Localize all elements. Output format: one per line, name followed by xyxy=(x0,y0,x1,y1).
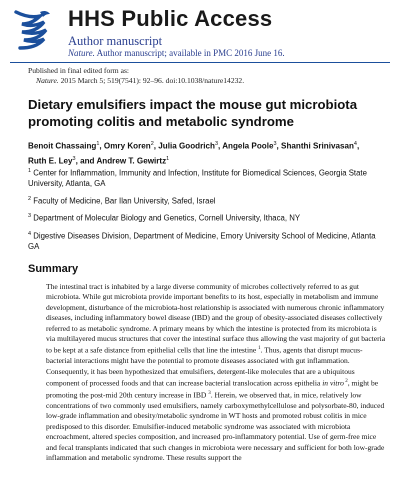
affiliation xyxy=(28,166,378,190)
author-affil-ref: 3 xyxy=(273,141,277,147)
affiliation-text: Department of Molecular Biology and Genetics, Cornell University, Ithaca, NY xyxy=(33,213,301,223)
author-affil-ref: 4 xyxy=(353,141,357,147)
author-affil-ref: 2 xyxy=(150,141,154,147)
affiliation-text: Center for Inflammation, Immunity and Infection, Institute for Biomedical Sciences, Georgia State University, Atlanta, GA xyxy=(28,168,367,189)
summary-text: . Thus, agents that disrupt mucus-bacterial interactions might have the potential to promote diseases associated with gut inflammation. Consequently, it has been hypothesized that emulsifiers, detergent-like molecules that are a ubiquitous component of processed foods and that can increase bacterial translocation across epithelia xyxy=(46,345,363,388)
affiliation-text: Faculty of Medicine, Bar Ilan University, Safed, Israel xyxy=(33,196,216,206)
hhs-public-access-title: HHS Public Access xyxy=(68,6,273,31)
affiliation xyxy=(28,229,378,253)
article-title: Dietary emulsifiers impact the mouse gut microbiota promoting colitis and metabolic syndrome xyxy=(28,97,358,129)
author: Julia Goodrich xyxy=(158,141,215,151)
author-affil-ref: 1 xyxy=(166,155,170,162)
hhs-eagle-logo-icon xyxy=(10,6,58,54)
summary-text: The intestinal tract is inhabited by a large diverse community of microbes collectively referred to as gut microbiota. While gut microbiota provide important benefits to its host, especially in metabolism and immune development, disturbance of the microbiota-host relationship is associated with numerous chronic inflammatory diseases, including inflammatory bowel disease (IBD) and the group of obesity-associated diseases collectively referred to as metabolic syndrome. A primary means by which the intestine is protected from its microbiota is via multilayered mucus structures that cover the intestinal surface thus allowing the vast majority of gut bacteria to be kept at a safe distance from epithelial cells that line the intestine xyxy=(46,282,386,355)
citation-details: 2015 March 5; 519(7541): 92–96. doi:10.1038/nature14232. xyxy=(58,76,245,85)
published-form-label: Published in final edited form as: xyxy=(28,66,130,75)
author: Angela Poole xyxy=(222,141,274,151)
author-affil-ref: 3 xyxy=(214,141,218,147)
affiliation-number: 3 xyxy=(28,213,32,219)
citation-journal: Nature. xyxy=(36,76,59,85)
citation xyxy=(28,76,244,86)
affiliation-text: Digestive Diseases Division, Department of Medicine, Emory University School of Medicine, Atlanta GA xyxy=(28,231,376,252)
summary-text: , might be promoting the post-mid 20th century increase in IBD xyxy=(46,378,379,400)
author: Shanthi Srinivasan xyxy=(281,141,354,151)
pmc-availability xyxy=(68,48,285,58)
affiliation xyxy=(28,211,378,224)
in-vitro-term: in vitro xyxy=(322,378,344,388)
affiliation xyxy=(28,194,378,207)
author: Andrew T. Gewirtz xyxy=(96,156,167,166)
affiliation-number: 1 xyxy=(28,168,32,174)
reference-marker: 1 xyxy=(258,346,261,352)
pmc-journal: Nature. xyxy=(68,48,95,58)
manuscript-header xyxy=(0,0,400,60)
author-list: Benoit Chassaing$^1$, Omry Koren$^2$, Julia Goodrich$^3$, Angela Poole$^3$, Shanthi Srinivasan$^4$, Ruth E. Ley$^3$, and Andrew T. Gewirtz$^1$ xyxy=(28,141,360,166)
author: Ruth E. Ley xyxy=(28,156,73,166)
author-manuscript-label: Author manuscript xyxy=(68,34,163,48)
reference-marker: 3 xyxy=(208,391,211,397)
pmc-availability-text: Author manuscript; available in PMC 2016 June 16. xyxy=(94,48,285,58)
author: Benoit Chassaing xyxy=(28,141,97,151)
publication-info xyxy=(28,66,244,86)
affiliation-number: 2 xyxy=(28,196,32,202)
header-divider xyxy=(10,62,390,63)
summary-text: . Herein, we observed that, in mice, relatively low concentrations of two commonly used emulsifiers, namely carboxymethylcellulose and polysorbate-80, induced low-grade inflammation and obesity/metabolic syndrome in WT hosts and promoted robust colitis in mice predisposed to this disorder. Emulsifier-induced metabolic syndrome was associated with microbiota encroachment, altered species composition, and increased pro-inflammatory potential. Use of germ-free mice and fecal transplants indicated that such changes in microbiota were necessary and sufficient for both low-grade inflammation and metabolic syndrome. These results support the xyxy=(46,390,385,463)
author-affil-ref: 1 xyxy=(96,141,100,147)
author: Omry Koren xyxy=(103,141,151,151)
reference-marker: 2 xyxy=(343,379,348,385)
author-affil-ref: 3 xyxy=(72,155,76,162)
summary-body xyxy=(46,282,386,463)
summary-heading: Summary xyxy=(28,263,79,275)
affiliation-number: 4 xyxy=(28,231,32,237)
